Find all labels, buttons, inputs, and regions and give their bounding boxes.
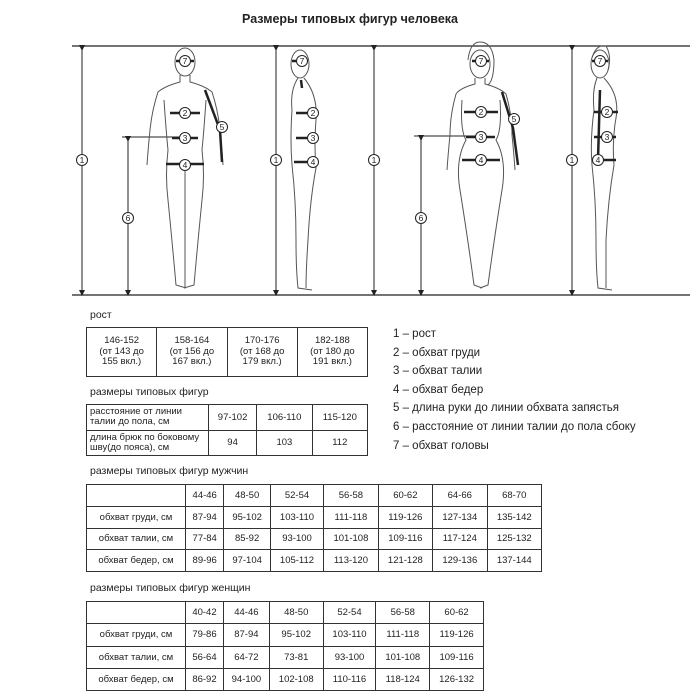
marker-group bbox=[77, 56, 613, 224]
women-heading: размеры типовых фигур женщин bbox=[90, 582, 251, 594]
table-cell: 94-100 bbox=[223, 668, 269, 690]
table-cell: 103 bbox=[257, 430, 312, 456]
table-cell: 97-102 bbox=[209, 405, 257, 431]
row-label: обхват талии, см bbox=[87, 528, 186, 550]
size-header: 44-46 bbox=[223, 602, 269, 624]
figure-marker: 2 bbox=[310, 108, 316, 118]
table-cell: 119-126 bbox=[378, 506, 432, 528]
legend bbox=[393, 325, 636, 455]
table-cell: 125-132 bbox=[487, 528, 541, 550]
size-header: 68-70 bbox=[487, 485, 541, 507]
figure-marker: 3 bbox=[478, 132, 484, 142]
figure-marker: 1 bbox=[371, 155, 377, 165]
figure-marker: 4 bbox=[310, 157, 316, 167]
table-cell: 97-104 bbox=[224, 550, 270, 572]
table-cell: 110-116 bbox=[323, 668, 376, 690]
table-cell: 109-116 bbox=[378, 528, 432, 550]
table-cell: 113-120 bbox=[324, 550, 378, 572]
legend-item: 4 – обхват бедер bbox=[393, 383, 484, 396]
table-cell: 56-64 bbox=[186, 646, 224, 668]
table-cell: 112 bbox=[312, 430, 367, 456]
rost-cell: 170-176 (от 168 до 179 вкл.) bbox=[227, 328, 297, 377]
figure-marker: 1 bbox=[569, 155, 575, 165]
figure-marker: 1 bbox=[273, 155, 279, 165]
table-cell: 89-96 bbox=[186, 550, 224, 572]
figure-marker: 2 bbox=[182, 108, 188, 118]
men-table bbox=[86, 484, 542, 572]
size-header: 56-58 bbox=[324, 485, 378, 507]
row-label: длина брюк по боковому шву(до пояса), см bbox=[87, 430, 209, 456]
table-cell: 95-102 bbox=[224, 506, 270, 528]
row-label: обхват бедер, см bbox=[87, 668, 186, 690]
size-header: 44-46 bbox=[186, 485, 224, 507]
size-header: 60-62 bbox=[378, 485, 432, 507]
table-cell: 135-142 bbox=[487, 506, 541, 528]
rost-heading: рост bbox=[90, 309, 112, 321]
size-header: 48-50 bbox=[224, 485, 270, 507]
figure-marker: 2 bbox=[478, 107, 484, 117]
table-cell: 77-84 bbox=[186, 528, 224, 550]
row-label: обхват талии, см bbox=[87, 646, 186, 668]
table-cell: 115-120 bbox=[312, 405, 367, 431]
legend-item: 7 – обхват головы bbox=[393, 439, 489, 452]
table-cell: 85-92 bbox=[224, 528, 270, 550]
row-label: обхват бедер, см bbox=[87, 550, 186, 572]
size-header: 60-62 bbox=[430, 602, 484, 624]
table-cell: 86-92 bbox=[186, 668, 224, 690]
table-cell: 93-100 bbox=[270, 528, 323, 550]
table-cell: 101-108 bbox=[376, 646, 430, 668]
figure-marker: 4 bbox=[182, 160, 188, 170]
rost-cell: 146-152 (от 143 до 155 вкл.) bbox=[87, 328, 157, 377]
figure-marker: 4 bbox=[595, 155, 601, 165]
page-title: Размеры типовых фигур человека bbox=[242, 12, 458, 26]
table-cell: 129-136 bbox=[433, 550, 487, 572]
women-table bbox=[86, 601, 484, 691]
table-cell: 127-134 bbox=[433, 506, 487, 528]
figure-marker: 3 bbox=[310, 133, 316, 143]
size-header: 40-42 bbox=[186, 602, 224, 624]
figure-marker: 7 bbox=[597, 56, 603, 66]
table-cell: 137-144 bbox=[487, 550, 541, 572]
table-cell: 87-94 bbox=[223, 624, 269, 646]
figure-marker: 7 bbox=[299, 56, 305, 66]
table-cell: 87-94 bbox=[186, 506, 224, 528]
rost-cell: 158-164 (от 156 до 167 вкл.) bbox=[157, 328, 227, 377]
figure-marker: 2 bbox=[604, 107, 610, 117]
table-cell: 101-108 bbox=[324, 528, 378, 550]
rost-cell: 182-188 (от 180 до 191 вкл.) bbox=[297, 328, 367, 377]
table-cell: 102-108 bbox=[269, 668, 323, 690]
table-cell: 105-112 bbox=[270, 550, 323, 572]
typical-table bbox=[86, 404, 368, 456]
figure-marker: 7 bbox=[478, 56, 484, 66]
table-cell: 121-128 bbox=[378, 550, 432, 572]
table-cell: 79-86 bbox=[186, 624, 224, 646]
figure-marker: 6 bbox=[125, 213, 131, 223]
men-heading: размеры типовых фигур мужчин bbox=[90, 465, 249, 477]
row-label: обхват груди, см bbox=[87, 506, 186, 528]
rost-table bbox=[86, 327, 368, 377]
figure-marker: 3 bbox=[604, 132, 610, 142]
table-cell: 93-100 bbox=[323, 646, 376, 668]
size-header: 56-58 bbox=[376, 602, 430, 624]
table-cell: 103-110 bbox=[270, 506, 323, 528]
size-header: 52-54 bbox=[323, 602, 376, 624]
figure-marker: 7 bbox=[182, 56, 188, 66]
table-cell: 117-124 bbox=[433, 528, 487, 550]
size-header: 52-54 bbox=[270, 485, 323, 507]
table-cell: 103-110 bbox=[323, 624, 376, 646]
table-cell: 73-81 bbox=[269, 646, 323, 668]
corner-cell bbox=[87, 602, 186, 624]
figure-marker: 3 bbox=[182, 133, 188, 143]
body-measurement-illustration bbox=[0, 0, 700, 305]
table-cell: 118-124 bbox=[376, 668, 430, 690]
row-label: расстояние от линии талии до пола, см bbox=[87, 405, 209, 431]
corner-cell bbox=[87, 485, 186, 507]
legend-item: 1 – рост bbox=[393, 328, 436, 340]
legend-item: 2 – обхват груди bbox=[393, 346, 481, 359]
figure-marker: 5 bbox=[219, 122, 225, 132]
table-cell: 109-116 bbox=[430, 646, 484, 668]
row-label: обхват груди, см bbox=[87, 624, 186, 646]
legend-item: 5 – длина руки до линии обхвата запястья bbox=[393, 402, 620, 415]
table-cell: 126-132 bbox=[430, 668, 484, 690]
figure-marker: 4 bbox=[478, 155, 484, 165]
typical-heading: размеры типовых фигур bbox=[90, 386, 209, 398]
figure-marker: 6 bbox=[418, 213, 424, 223]
legend-item: 6 – расстояние от линии талии до пола сбоку bbox=[393, 420, 636, 433]
table-cell: 64-72 bbox=[223, 646, 269, 668]
table-cell: 106-110 bbox=[257, 405, 312, 431]
table-cell: 111-118 bbox=[376, 624, 430, 646]
table-cell: 94 bbox=[209, 430, 257, 456]
size-header: 48-50 bbox=[269, 602, 323, 624]
size-header: 64-66 bbox=[433, 485, 487, 507]
legend-item: 3 – обхват талии bbox=[393, 365, 483, 378]
figure-marker: 5 bbox=[511, 114, 517, 124]
table-cell: 95-102 bbox=[269, 624, 323, 646]
table-cell: 119-126 bbox=[430, 624, 484, 646]
figure-marker: 1 bbox=[79, 155, 85, 165]
table-cell: 111-118 bbox=[324, 506, 378, 528]
